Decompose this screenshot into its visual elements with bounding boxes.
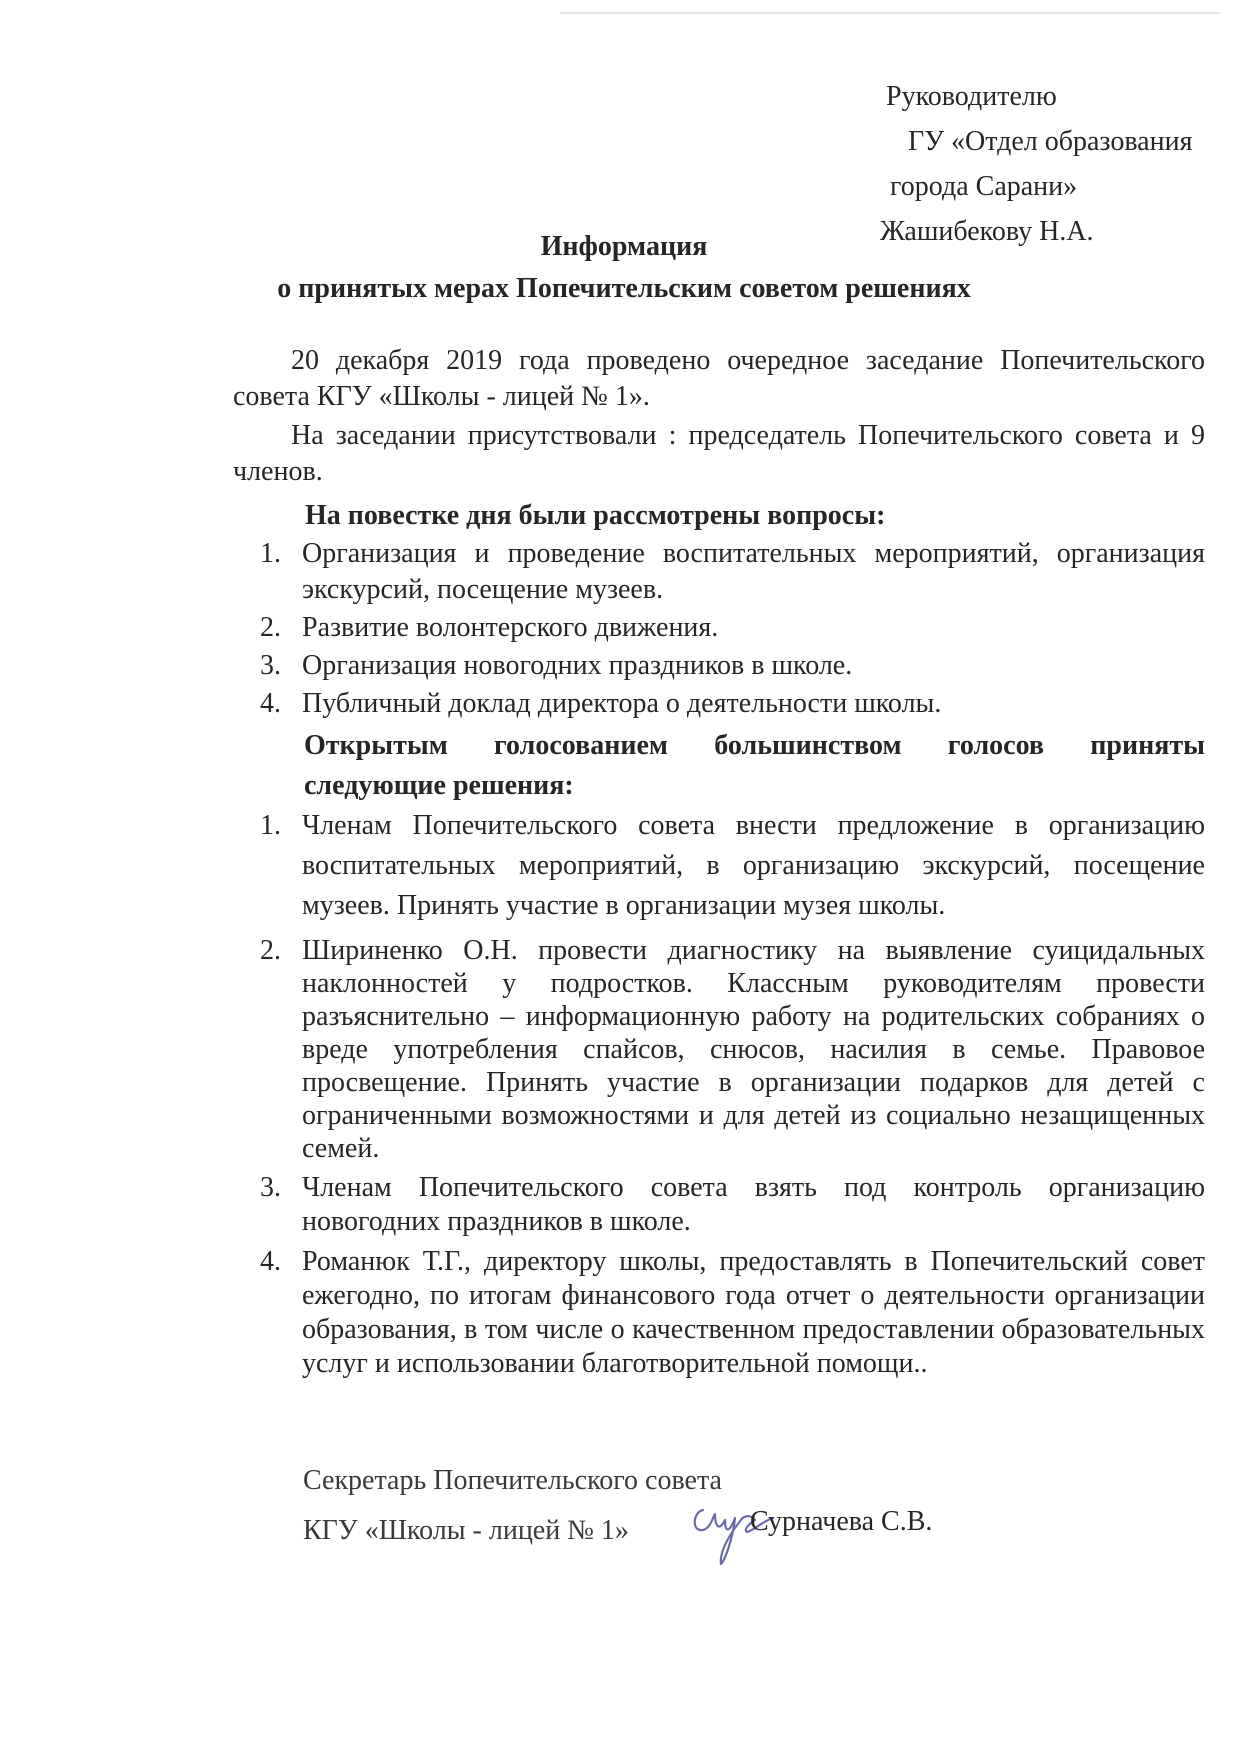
signature-line-2: КГУ «Школы - лицей № 1» [303,1515,629,1546]
decision-item-text: Членам Попечительского совета взять под контроль организацию новогодних праздников в школе. [302,1172,1205,1237]
decision-item-text: Шириненко О.Н. провести диагностику на выявление суицидальных наклонностей у подростков. Классным руководителям провести разъяснительно – информационную работу на родительских собраниях о вреде употребления спайсов, снюсов, насилия в семье. Правовое просвещение. Принять участие в организации подарков для детей с ограниченными возможностями и для детей из социально незащищенных семей. [302,935,1205,1164]
agenda-item-text: Организация новогодних праздников в школе. [302,650,853,681]
addressee-line-1: Руководителю [886,81,1057,112]
agenda-item [260,686,1205,722]
signature-line-1: Секретарь Попечительского совета [303,1465,722,1496]
signature-block [303,1456,722,1556]
agenda-item [260,610,1205,646]
title-line-1: Информация [540,231,708,262]
decision-item-number: 1. [260,810,281,841]
decisions-heading-line-1: Открытым голосованием большинством голосов приняты [304,730,1205,761]
agenda-item-text: Публичный доклад директора о деятельности школы. [302,688,942,719]
decision-item-number: 2. [260,935,281,966]
decision-item-number: 4. [260,1246,281,1277]
decisions-heading [304,726,1205,806]
agenda-item-text: Развитие волонтерского движения. [302,612,719,643]
addressee-line-2: ГУ «Отдел образования [908,126,1193,157]
decisions-list [260,806,1205,1381]
scan-artifact-line [560,12,1220,14]
agenda-item [260,648,1205,684]
agenda-item-number: 4. [260,688,281,719]
decision-item [260,934,1205,1165]
title-line-2: о принятых мерах Попечительским советом решениях [277,273,971,304]
agenda-item-number: 3. [260,650,281,681]
addressee-line-3: города Сарани» [890,171,1078,202]
agenda-item-text: Организация и проведение воспитательных мероприятий, организация экскурсий, посещение музеев. [302,538,1205,605]
agenda-list [260,536,1205,724]
decision-item [260,1245,1205,1381]
agenda-item-number: 2. [260,612,281,643]
agenda-heading: На повестке дня были рассмотрены вопросы: [305,500,886,531]
intro-paragraph-2: На заседании присутствовали : председатель Попечительского совета и 9 членов. [233,420,1205,487]
agenda-item [260,536,1205,608]
intro-paragraph-1: 20 декабря 2019 года проведено очередное заседание Попечительского совета КГУ «Школы - лицей № 1». [233,345,1205,412]
decision-item [260,806,1205,926]
document-title [0,226,1248,310]
decision-item-text: Романюк Т.Г., директору школы, предоставлять в Попечительский совет ежегодно, по итогам финансового года отчет о деятельности организации образования, в том числе о качественном предоставлении образовательных услуг и использовании благотворительной помощи.. [302,1246,1205,1379]
decision-item [260,1171,1205,1239]
addressee-line-4: Жашибекову Н.А. [880,216,1094,247]
signature-name: Сурначева С.В. [750,1506,933,1537]
decision-item-number: 3. [260,1172,281,1203]
decisions-heading-line-2: следующие решения: [304,770,574,801]
decision-item-text: Членам Попечительского совета внести предложение в организацию воспитательных мероприятий, в организацию экскурсий, посещение музеев. Принять участие в организации музея школы. [302,810,1205,921]
agenda-item-number: 1. [260,538,281,569]
